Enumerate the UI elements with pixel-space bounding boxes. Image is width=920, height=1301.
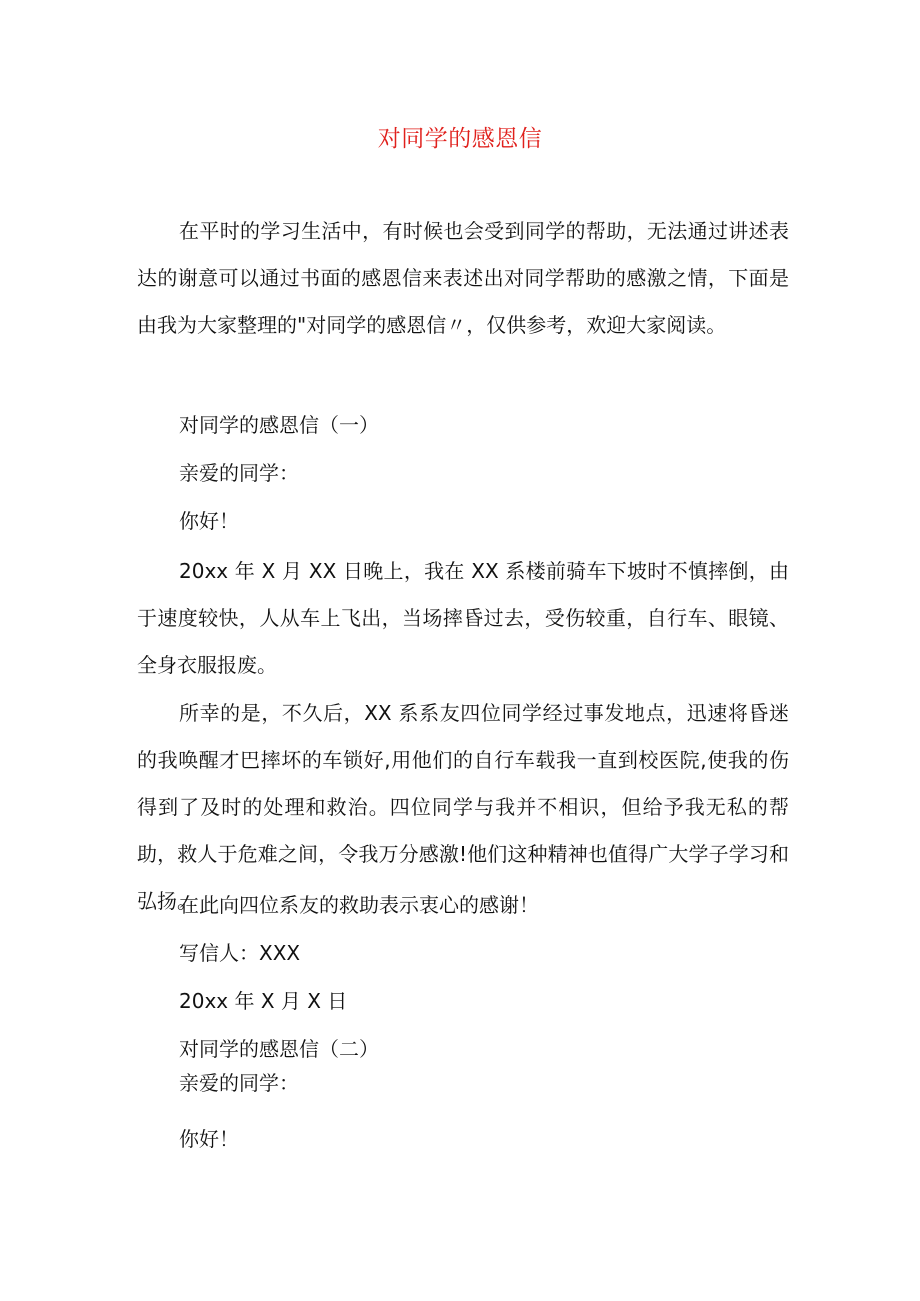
letter2-greeting: 你好！ [179,1127,239,1151]
letter1-writer: 写信人：XXX [179,941,301,965]
letter1-heading: 对同学的感恩信（一） [179,413,379,437]
document-title: 对同学的感恩信 [377,126,543,152]
letter2-heading: 对同学的感恩信（二） [179,1037,379,1061]
letter1-thanks: 在此向四位系友的救助表示衷心的感谢！ [179,893,539,917]
letter1-paragraph-2: 所幸的是，不久后，XX 系系友四位同学经过事发地点，迅速将昏迷的我唤醒才巴摔坏的车锁好,用他们的自行车载我一直到校医院,使我的伤得到了及时的处理和救治。四位同学与我并不相识，但给予我无私的帮助，救人于危难之间，令我万分感激!他们这种精神也值得广大学子学习和弘扬。 [137,701,789,913]
letter2-salutation: 亲爱的同学： [179,1071,299,1095]
letter1-paragraph-1: 20xx 年 X 月 XX 日晚上，我在 XX 系楼前骑车下坡时不慎摔倒，由于速度较快，人从车上飞出，当场摔昏过去，受伤较重，自行车、眼镜、全身衣服报废。 [137,559,789,677]
letter1-date: 20xx 年 X 月 X 日 [179,989,348,1013]
letter1-salutation: 亲爱的同学： [179,461,299,485]
intro-paragraph: 在平时的学习生活中，有时候也会受到同学的帮助，无法通过讲述表达的谢意可以通过书面的感恩信来表述出对同学帮助的感激之情，下面是由我为大家整理的"对同学的感恩信〃，仅供参考，欢迎大家阅读。 [137,219,789,337]
letter1-greeting: 你好！ [179,509,239,533]
